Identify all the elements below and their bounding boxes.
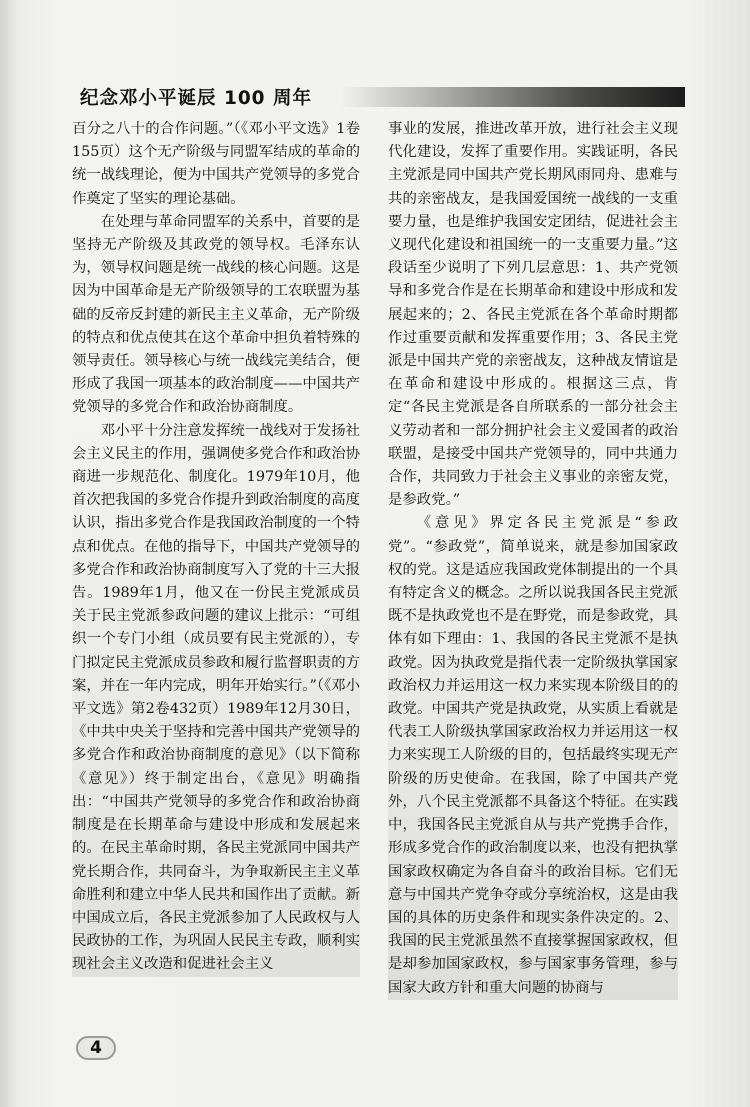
right-paragraph-1: 事业的发展，推进改革开放，进行社会主义现代化建设，发挥了重要作用。实践证明，各民主党派是同中国共产党长期风雨同舟、患难与共的亲密战友，是我国爱国统一战线的一支重要力量，也是维护我国安定团结，促进社会主义现代化建设和祖国统一的一支重要力量。”这段话至少说明了下列几层意思：1、共产党领导和多党合作是在长期革命和建设中形成和发展起来的；2、各民主党派在各个革命时期都作过重要贡献和发挥重要作用；3、各民主党派是中国共产党的亲密战友，这种战友情谊是在革命和建设中形成的。根据这三点，肯定“各民主党派是各自所联系的一部分社会主义劳动者和一部分拥护社会主义爱国者的政治联盟，是接受中国共产党领导的，同中共通力合作，共同致力于社会主义事业的亲密友党，是参政党。” [388, 121, 678, 509]
running-header [80, 84, 685, 114]
page-number-badge: 4 [76, 1036, 116, 1060]
left-paragraph-2: 在处理与革命同盟军的关系中，首要的是坚持无产阶级及其政党的领导权。毛泽东认为，领导权问题是统一战线的核心问题。这是因为中国革命是无产阶级领导的工农联盟为基础的反帝反封建的新民主主义革命，无产阶级的特点和优点使其在这个革命中担负着特殊的领导责任。领导核心与统一战线完美结合，便形成了我国一项基本的政治制度——中国共产党领导的多党合作和政治协商制度。 [72, 213, 360, 416]
header-gradient-bar [342, 87, 685, 107]
left-paragraph-3: 邓小平十分注意发挥统一战线对于发扬社会主义民主的作用，强调使多党合作和政治协商进一步规范化、制度化。1979年10月，他首次把我国的多党合作提升到政治制度的高度认识，指出多党合作是我国政治制度的一个特点和优点。在他的指导下，中国共产党领导的多党合作和政治协商制度写入了党的十三大报告。1989年1月，他又在一份民主党派成员关于民主党派参政问题的建议上批示：“可组织一个专门小组（成员要有民主党派的），专门拟定民主党派成员参政和履行监督职责的方案，并在一年内完成，明年开始实行。”（《邓小平文选》第2卷432页）1989年12月30日，《中共中央关于坚持和完善中国共产党领导的多党合作和政治协商制度的意见》（以下简称《意见》）终于制定出台，《意见》明确指出：“中国共产党领导的多党合作和政治协商制度是在长期革命与建设中形成和发展起来的。在民主革命时期，各民主党派同中国共产党长期合作，共同奋斗，为争取新民主主义革命胜利和建立中华人民共和国作出了贡献。新中国成立后，各民主党派参加了人民政权与人民政协的工作，为巩固人民民主专政，顺利实现社会主义改造和促进社会主义 [72, 420, 360, 977]
left-paragraph-1: 百分之八十的合作问题。”（《邓小平文选》1卷155页）这个无产阶级与同盟军结成的革命的统一战线理论，便为中国共产党领导的多党合作奠定了坚实的理论基础。 [72, 121, 360, 207]
right-paragraph-2: 《意见》界定各民主党派是“参政党”。“参政党”，简单说来，就是参加国家政权的党。这是适应我国政党体制提出的一个具有特定含义的概念。之所以说我国各民主党派既不是执政党也不是在野党，而是参政党，具体有如下理由：1、我国的各民主党派不是执政党。因为执政党是指代表一定阶级执掌国家政治权力并运用这一权力来实现本阶级目的的政党。中国共产党是执政党，从实质上看就是代表工人阶级执掌国家政治权力并运用这一权力来实现工人阶级的目的，包括最终实现无产阶级的历史使命。在我国，除了中国共产党外，八个民主党派都不具备这个特征。在实践中，我国各民主党派自从与共产党携手合作，形成多党合作的政治制度以来，也没有把执掌国家政权确定为各自奋斗的政治目标。它们无意与中国共产党争夺或分享统治权，这是由我国的具体的历史条件和现实条件决定的。2、我国的民主党派虽然不直接掌握国家政权，但是却参加国家政权，参与国家事务管理，参与国家大政方针和重大问题的协商与 [388, 512, 678, 999]
left-column [72, 118, 360, 977]
header-title: 纪念邓小平诞辰 100 周年 [80, 88, 312, 109]
right-column [388, 118, 678, 1000]
spine-shadow [0, 0, 18, 1107]
